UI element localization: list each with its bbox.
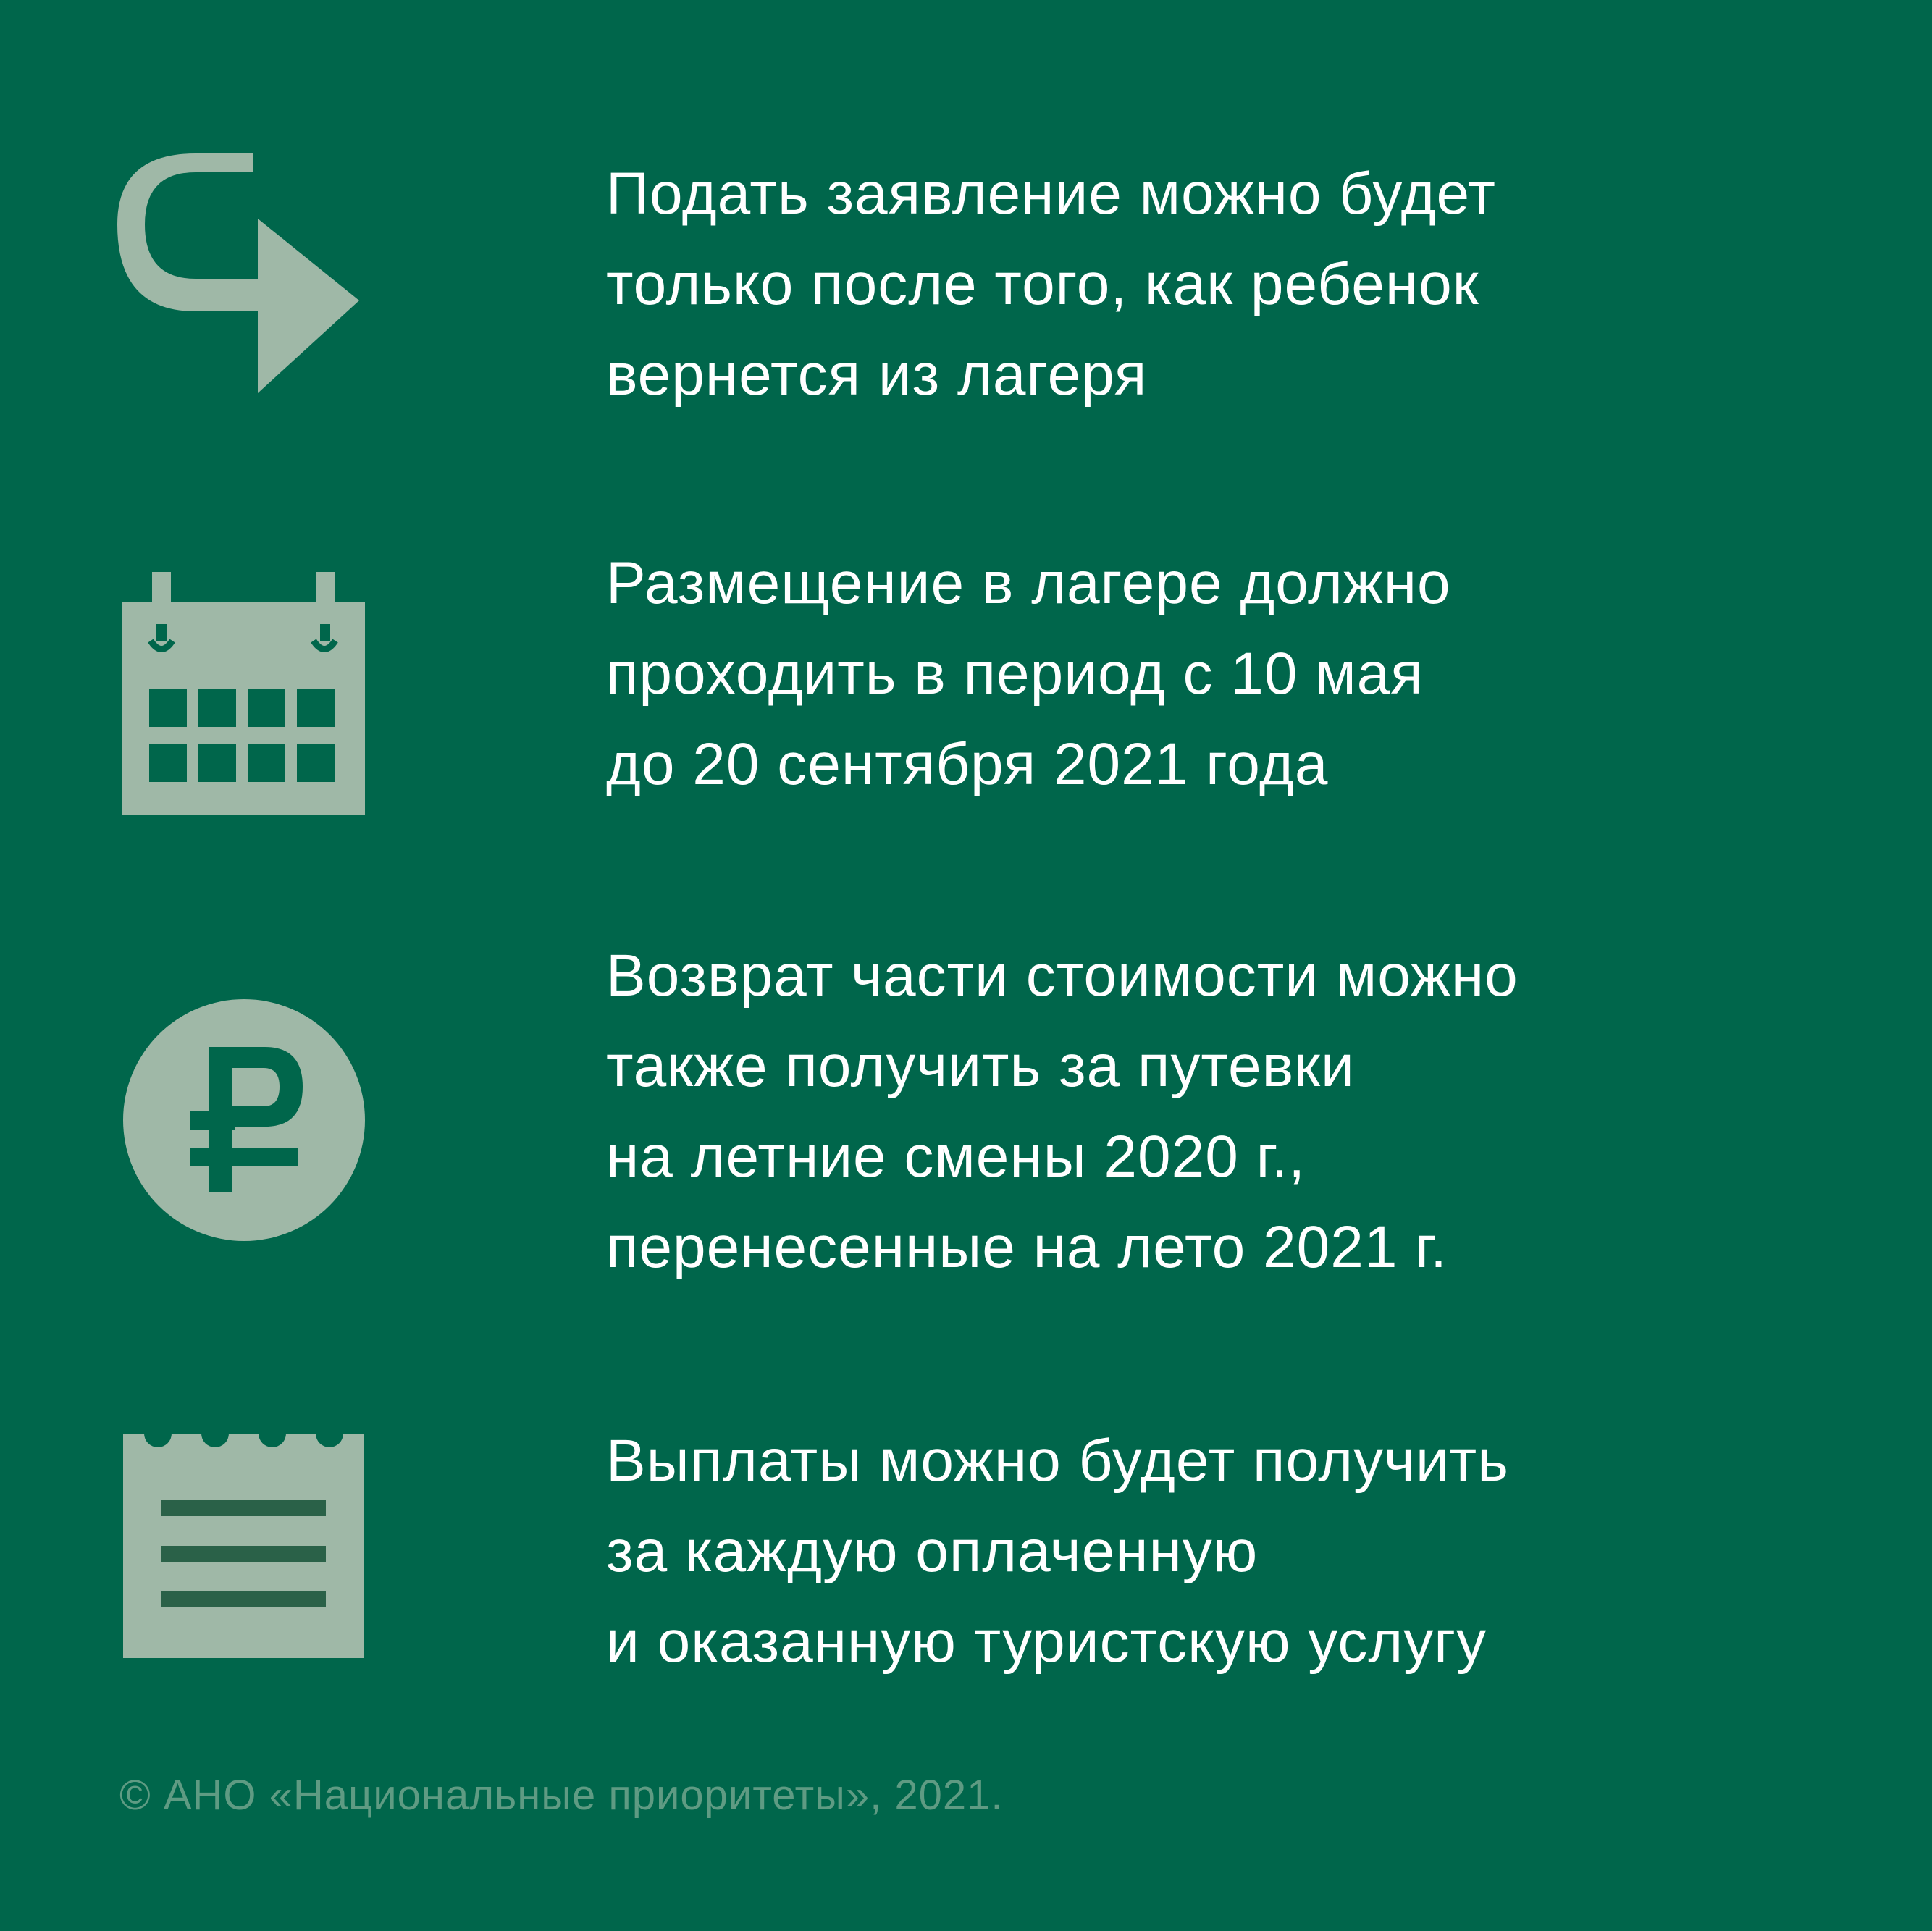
item-2-line-3: до 20 сентября 2021 года <box>606 731 1329 797</box>
item-4-line-3: и оказанную туристскую услугу <box>606 1609 1487 1675</box>
item-2-line-2: проходить в период с 10 мая <box>606 641 1424 707</box>
item-1-line-1: Подать заявление можно будет <box>606 161 1496 227</box>
item-4-line-2: за каждую оплаченную <box>606 1518 1259 1584</box>
copyright-footer: © АНО «Национальные приоритеты», 2021. <box>119 1772 1004 1819</box>
item-text-3 <box>606 930 1881 1292</box>
item-text-1 <box>606 148 1881 420</box>
item-4-line-1: Выплаты можно будет получить <box>606 1428 1509 1494</box>
item-3-line-3: на летние смены 2020 г., <box>606 1124 1306 1190</box>
calendar-icon <box>122 572 365 815</box>
item-1-line-2: только после того, как ребенок <box>606 251 1479 317</box>
item-2-line-1: Размещение в лагере должно <box>606 550 1451 616</box>
item-3-line-1: Возврат части стоимости можно <box>606 943 1519 1009</box>
ruble-coin-icon <box>123 999 365 1241</box>
item-text-2 <box>606 538 1881 809</box>
item-3-line-4: перенесенные на лето 2021 г. <box>606 1214 1448 1280</box>
item-3-line-2: также получить за путевки <box>606 1033 1355 1099</box>
item-text-4 <box>606 1415 1881 1687</box>
item-1-line-3: вернется из лагеря <box>606 342 1148 408</box>
return-arrow-icon <box>116 152 362 395</box>
notepad-icon <box>123 1412 364 1658</box>
